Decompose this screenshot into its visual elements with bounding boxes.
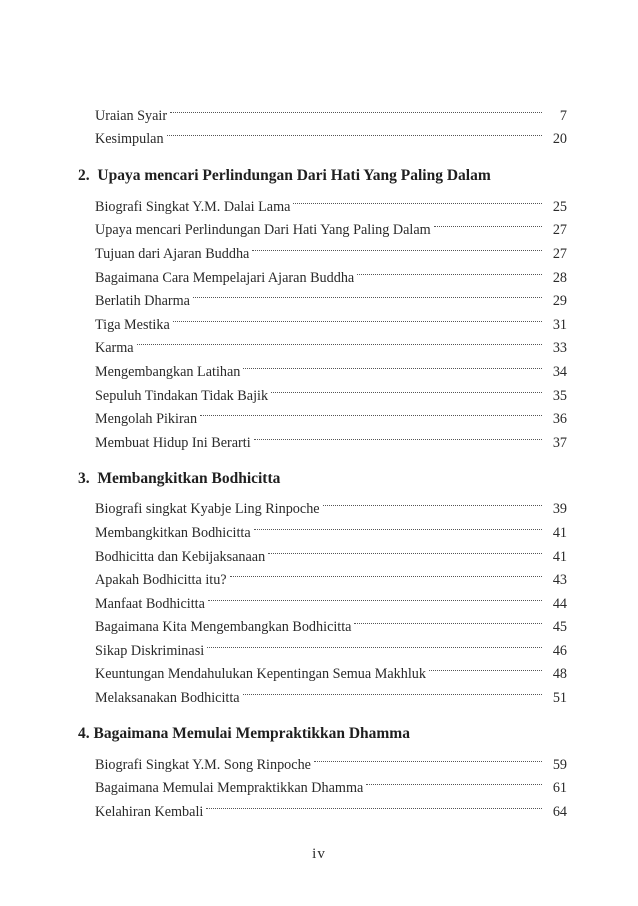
dot-leader bbox=[230, 561, 542, 585]
toc-entry-title: Kesimpulan bbox=[95, 131, 164, 148]
page-number: iv bbox=[312, 846, 326, 862]
dot-leader bbox=[243, 678, 542, 702]
toc-entry-title: Bagaimana Kita Mengembangkan Bodhicitta bbox=[95, 619, 352, 636]
toc-entry-title: Keuntungan Mendahulukan Kepentingan Semua Makhluk bbox=[95, 666, 426, 683]
toc-entry-page: 51 bbox=[552, 690, 567, 707]
toc-entry-page: 41 bbox=[552, 548, 567, 565]
dot-leader bbox=[208, 584, 542, 608]
table-of-contents bbox=[78, 96, 567, 820]
toc-entry-title: Mengembangkan Latihan bbox=[95, 363, 241, 380]
section-title-text: Bagaimana Memulai Mempraktikkan Dhamma bbox=[93, 725, 410, 743]
toc-entry-title: Melaksanakan Bodhicitta bbox=[95, 690, 240, 707]
dot-leader bbox=[207, 631, 542, 655]
dot-leader bbox=[323, 490, 542, 514]
toc-entry-page: 64 bbox=[552, 803, 567, 820]
dot-leader bbox=[271, 376, 542, 400]
dot-leader bbox=[137, 329, 542, 353]
dot-leader bbox=[200, 400, 542, 424]
toc-entry-title: Sepuluh Tindakan Tidak Bajik bbox=[95, 387, 269, 404]
toc-entry-page: 45 bbox=[552, 619, 567, 636]
dot-leader bbox=[366, 769, 542, 793]
toc-entry[interactable] bbox=[78, 96, 567, 124]
dot-leader bbox=[434, 211, 542, 235]
toc-entry-title: Sikap Diskriminasi bbox=[95, 642, 205, 659]
dot-leader bbox=[254, 513, 542, 537]
toc-entry-page: 37 bbox=[552, 434, 567, 451]
toc-entry-page: 7 bbox=[559, 107, 567, 124]
section-heading[interactable] bbox=[78, 165, 567, 187]
section-title-text: Membangkitkan Bodhicitta bbox=[97, 469, 281, 487]
toc-entry[interactable] bbox=[78, 745, 567, 773]
toc-section-2 bbox=[78, 165, 567, 451]
section-number: 2. bbox=[78, 167, 90, 185]
toc-entry-page: 28 bbox=[552, 269, 567, 286]
toc-entry-page: 44 bbox=[552, 595, 567, 612]
toc-entry-page: 61 bbox=[552, 780, 567, 797]
dot-leader bbox=[354, 608, 542, 632]
toc-entry-page: 31 bbox=[552, 316, 567, 333]
toc-entry-title: Uraian Syair bbox=[95, 107, 168, 124]
toc-section-1-continued bbox=[78, 96, 567, 148]
toc-entry-page: 48 bbox=[552, 666, 567, 683]
dot-leader bbox=[429, 655, 542, 679]
dot-leader bbox=[293, 187, 542, 211]
toc-entry-page: 36 bbox=[552, 411, 567, 428]
toc-entry-page: 33 bbox=[552, 340, 567, 357]
dot-leader bbox=[167, 120, 542, 144]
section-heading[interactable] bbox=[78, 468, 567, 490]
section-title-text: Upaya mencari Perlindungan Dari Hati Yang Paling Dalam bbox=[97, 167, 491, 185]
toc-entry-title: Biografi singkat Kyabje Ling Rinpoche bbox=[95, 501, 320, 518]
toc-entry[interactable] bbox=[78, 187, 567, 215]
dot-leader bbox=[314, 745, 542, 769]
dot-leader bbox=[252, 234, 542, 258]
toc-entry-page: 39 bbox=[552, 501, 567, 518]
toc-entry-title: Membangkitkan Bodhicitta bbox=[95, 524, 251, 541]
toc-entry-title: Kelahiran Kembali bbox=[95, 803, 204, 820]
section-number: 3. bbox=[78, 469, 90, 487]
toc-entry-page: 20 bbox=[552, 131, 567, 148]
toc-entry-title: Karma bbox=[95, 340, 134, 357]
toc-entry-page: 29 bbox=[552, 293, 567, 310]
toc-entry-page: 46 bbox=[552, 642, 567, 659]
toc-entry-title: Bagaimana Cara Mempelajari Ajaran Buddha bbox=[95, 269, 355, 286]
toc-entry-title: Bodhicitta dan Kebijaksanaan bbox=[95, 548, 266, 565]
toc-entry-page: 27 bbox=[552, 222, 567, 239]
dot-leader bbox=[243, 352, 542, 376]
toc-entry-page: 43 bbox=[552, 572, 567, 589]
dot-leader bbox=[173, 305, 542, 329]
toc-entry-page: 34 bbox=[552, 363, 567, 380]
dot-leader bbox=[357, 258, 542, 282]
toc-section-3 bbox=[78, 468, 567, 707]
dot-leader bbox=[193, 282, 542, 306]
dot-leader bbox=[206, 792, 542, 816]
toc-entry-page: 41 bbox=[552, 524, 567, 541]
toc-entry-page: 59 bbox=[552, 756, 567, 773]
section-heading[interactable] bbox=[78, 723, 567, 745]
toc-section-4 bbox=[78, 723, 567, 820]
toc-entry-title: Bagaimana Memulai Mempraktikkan Dhamma bbox=[95, 780, 364, 797]
toc-entry-title: Membuat Hidup Ini Berarti bbox=[95, 434, 251, 451]
toc-entry-title: Biografi Singkat Y.M. Song Rinpoche bbox=[95, 756, 311, 773]
toc-entry-title: Tujuan dari Ajaran Buddha bbox=[95, 245, 250, 262]
dot-leader bbox=[254, 423, 542, 447]
toc-entry-title: Tiga Mestika bbox=[95, 316, 170, 333]
toc-entry-title: Apakah Bodhicitta itu? bbox=[95, 572, 227, 589]
toc-entry[interactable] bbox=[78, 352, 567, 380]
toc-entry-title: Biografi Singkat Y.M. Dalai Lama bbox=[95, 198, 291, 215]
toc-entry-title: Upaya mencari Perlindungan Dari Hati Yang Paling Dalam bbox=[95, 222, 431, 239]
dot-leader bbox=[268, 537, 542, 561]
section-number: 4. bbox=[78, 725, 90, 743]
toc-entry-page: 27 bbox=[552, 245, 567, 262]
toc-entry-title: Mengolah Pikiran bbox=[95, 411, 198, 428]
dot-leader bbox=[170, 96, 542, 120]
toc-entry-title: Manfaat Bodhicitta bbox=[95, 595, 205, 612]
toc-entry[interactable] bbox=[78, 329, 567, 357]
toc-entry[interactable] bbox=[78, 490, 567, 518]
toc-entry-page: 25 bbox=[552, 198, 567, 215]
toc-entry-title: Berlatih Dharma bbox=[95, 293, 190, 310]
toc-entry-page: 35 bbox=[552, 387, 567, 404]
